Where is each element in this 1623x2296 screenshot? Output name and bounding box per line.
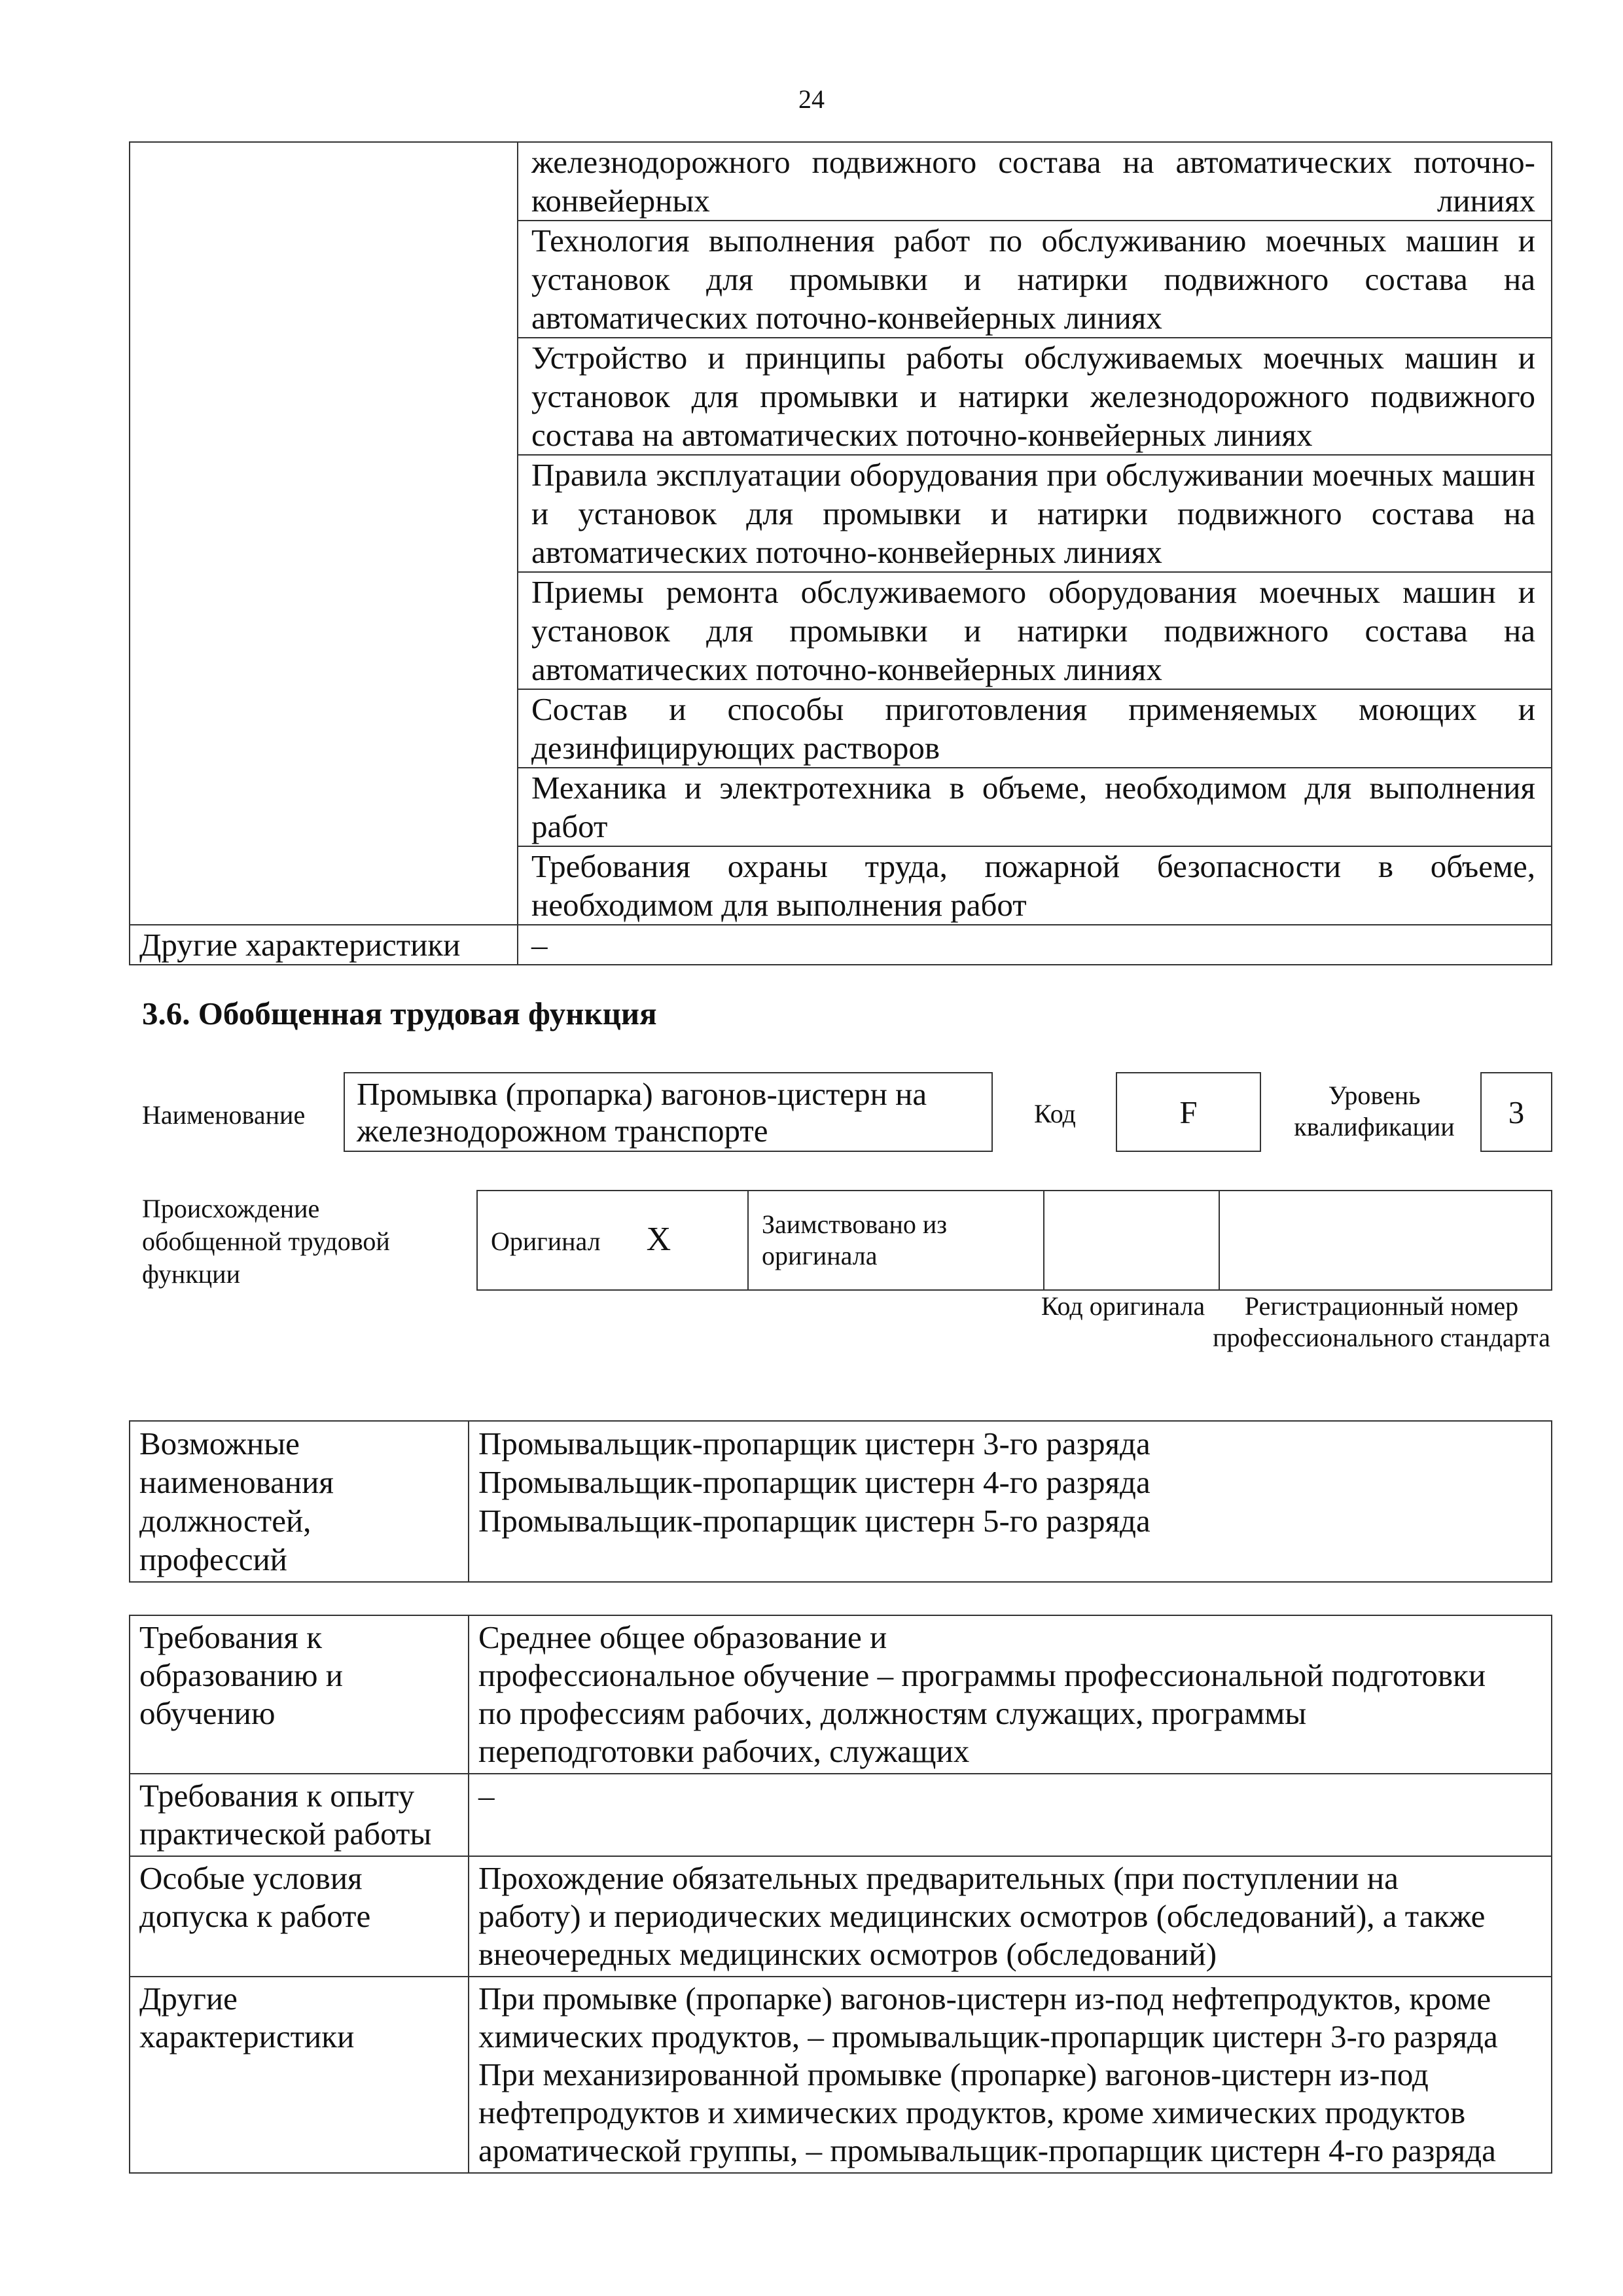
experience-requirements-label: Требования к опыту практической работы	[130, 1774, 469, 1856]
text-line: по профессиям рабочих, должностям служащих, программы	[478, 1695, 1307, 1731]
position-item: Промывальщик-пропарщик цистерн 5-го разряда	[478, 1503, 1150, 1539]
registration-number-cell	[1219, 1191, 1552, 1290]
original-label: Оригинал	[491, 1226, 601, 1256]
knowledge-item: Технология выполнения работ по обслуживанию моечных машин и установок для промывки и натирки подвижного состава на автоматических поточно-конвейерных линиях	[518, 221, 1552, 338]
table-row	[130, 1615, 1552, 1774]
qualification-level-label: Уровень квалификации	[1294, 1081, 1455, 1141]
original-mark: X	[646, 1220, 671, 1258]
table-row	[130, 142, 1552, 221]
knowledge-item: Правила эксплуатации оборудования при обслуживании моечных машин и установок для промывки и натирки подвижного состава на автоматических поточно-конвейерных линиях	[518, 455, 1552, 572]
admission-conditions-label: Особые условия допуска к работе	[130, 1856, 469, 1977]
admission-conditions-value	[469, 1856, 1552, 1977]
text-line: ароматической группы, – промывальщик-пропарщик цистерн 4-го разряда	[478, 2132, 1496, 2168]
table-row	[477, 1191, 1552, 1290]
knowledge-item: Приемы ремонта обслуживаемого оборудования моечных машин и установок для промывки и натирки подвижного состава на автоматических поточно-конвейерных линиях	[518, 572, 1552, 689]
name-label: Наименование	[142, 1100, 306, 1130]
positions-values	[469, 1421, 1552, 1582]
text-line: При механизированной промывке (пропарке) вагонов-цистерн из-под	[478, 2056, 1429, 2092]
other-characteristics-value: –	[518, 925, 1552, 965]
table-row	[130, 925, 1552, 965]
origin-label: Происхождение обобщенной трудовой функции	[142, 1194, 390, 1289]
other-characteristics-label: Другие характеристики	[130, 925, 518, 965]
empty-label-cell	[130, 142, 518, 925]
positions-table	[129, 1420, 1552, 1583]
text-line: При промывке (пропарке) вагонов-цистерн из-под нефтепродуктов, кроме	[478, 1981, 1491, 2017]
text-line: Среднее общее образование и	[478, 1619, 887, 1655]
knowledge-item: железнодорожного подвижного состава на автоматических поточно-конвейерных линиях	[518, 142, 1552, 221]
code-label: Код	[1034, 1099, 1076, 1128]
text-line: –	[478, 1778, 495, 1814]
text-line: нефтепродуктов и химических продуктов, кроме химических продуктов	[478, 2094, 1466, 2130]
original-code-cell	[1044, 1191, 1219, 1290]
requirements-table	[129, 1615, 1552, 2174]
original-code-caption: Код оригинала	[1041, 1291, 1205, 1321]
qualification-level-value: 3	[1480, 1072, 1552, 1152]
position-item: Промывальщик-пропарщик цистерн 3-го разряда	[478, 1426, 1150, 1462]
position-item: Промывальщик-пропарщик цистерн 4-го разряда	[478, 1464, 1150, 1500]
origin-table	[476, 1190, 1552, 1291]
text-line: работу) и периодических медицинских осмотров (обследований), а также	[478, 1898, 1486, 1934]
text-line: переподготовки рабочих, служащих	[478, 1733, 970, 1769]
registration-number-caption: Регистрационный номер профессионального стандарта	[1213, 1291, 1550, 1352]
knowledge-item: Состав и способы приготовления применяемых моющих и дезинфицирующих растворов	[518, 689, 1552, 768]
table-row	[130, 1977, 1552, 2173]
education-requirements-label: Требования к образованию и обучению	[130, 1615, 469, 1774]
function-name-value: Промывка (пропарка) вагонов-цистерн на железнодорожном транспорте	[344, 1072, 993, 1152]
knowledge-item: Требования охраны труда, пожарной безопасности в объеме, необходимом для выполнения работ	[518, 846, 1552, 925]
text-line: внеочередных медицинских осмотров (обследований)	[478, 1936, 1217, 1972]
text-line: профессиональное обучение – программы профессиональной подготовки	[478, 1657, 1486, 1693]
text-line: Прохождение обязательных предварительных (при поступлении на	[478, 1860, 1399, 1896]
borrowed-label: Заимствовано из оригинала	[748, 1191, 1044, 1290]
education-requirements-value	[469, 1615, 1552, 1774]
knowledge-table	[129, 141, 1552, 965]
experience-requirements-value	[469, 1774, 1552, 1856]
table-row	[130, 1421, 1552, 1582]
other-characteristics-label: Другие характеристики	[130, 1977, 469, 2173]
code-value: F	[1116, 1072, 1261, 1152]
positions-label: Возможные наименования должностей, профессий	[130, 1421, 469, 1582]
text-line: химических продуктов, – промывальщик-пропарщик цистерн 3-го разряда	[478, 2018, 1498, 2054]
knowledge-item: Механика и электротехника в объеме, необходимом для выполнения работ	[518, 768, 1552, 846]
other-characteristics-value	[469, 1977, 1552, 2173]
section-title: 3.6. Обобщенная трудовая функция	[142, 996, 657, 1031]
original-cell	[477, 1191, 748, 1290]
table-row	[130, 1856, 1552, 1977]
page-number: 24	[798, 84, 825, 114]
knowledge-item: Устройство и принципы работы обслуживаемых моечных машин и установок для промывки и натирки железнодорожного подвижного состава на автоматических поточно-конвейерных линиях	[518, 338, 1552, 455]
table-row	[130, 1774, 1552, 1856]
